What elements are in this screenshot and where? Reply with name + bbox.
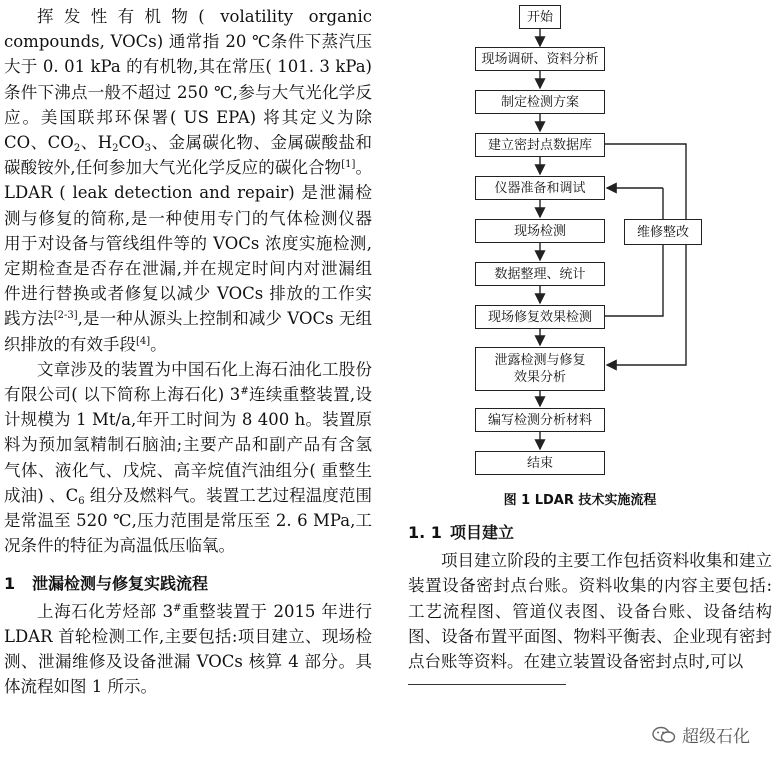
wechat-icon — [652, 726, 676, 744]
footnote-rule — [408, 684, 566, 685]
flow-step-data-stats: 数据整理、统计 — [475, 262, 605, 286]
watermark-text: 超级石化 — [682, 727, 750, 747]
citation: [4] — [136, 335, 151, 347]
right-column — [408, 520, 772, 674]
flow-step-end: 结束 — [475, 451, 605, 475]
flow-step-survey: 现场调研、资料分析 — [475, 47, 605, 71]
citation: [2-3] — [53, 310, 78, 322]
flow-step-report: 编写检测分析材料 — [475, 408, 605, 432]
flow-step-repair-check: 现场修复效果检测 — [475, 305, 605, 329]
section-heading: 1 泄漏检测与修复实践流程 — [4, 574, 209, 594]
paragraph-practice: 上海石化芳烃部 3#重整装置于 2015 年进行 LDAR 首轮检测工作,主要包括:项目建立、现场检测、泄漏维修及设备泄漏 VOCs 核算 4 部分。具体流程如图 1 所示。 — [4, 601, 372, 697]
paragraph-intro: 挥发性有机物( volatility organic compounds, VOCs) 通常指 20 ℃条件下蒸汽压大于 0. 01 kPa 的有机物,其在常压( 101. 3 kPa) 条件下沸点一般不超过 250 ℃,参与大气光化学反应。美国联邦环保署( US EPA) 将其定义为除 CO、$CO_2$、$H_2CO_3$、金属碳化物、金属碳酸盐和碳酸铵外,任何参加大气光化学反应的碳化合物[1]。LDAR ( leak detection and repair) 是泄漏检测与修复的简称,是一种使用专门的气体检测仪器用于对设备与管线组件等的 VOCs 浓度实施检测,定期检查是否存在泄漏,并在规定时间内对泄漏组件进行替换或者修复以减少 VOCs 排放的工作实践方法[2-3],是一种从源头上控制和减少 VOCs 无组织排放的有效手段[4]。 — [4, 7, 373, 354]
flow-repair-box: 维修整改 — [624, 219, 702, 245]
flow-step-instrument: 仪器准备和调试 — [475, 176, 605, 200]
flow-step-start: 开始 — [519, 5, 561, 29]
citation: [1] — [341, 159, 356, 171]
figure-caption: 图 1 LDAR 技术实施流程 — [503, 493, 657, 508]
flow-step-database: 建立密封点数据库 — [475, 133, 605, 157]
subsection-heading: 1. 1 项目建立 — [408, 523, 515, 542]
flow-step-field-test: 现场检测 — [475, 219, 605, 243]
paragraph-device: 文章涉及的装置为中国石化上海石油化工股份有限公司( 以下简称上海石化) 3#连续重整装置,设计规模为 1 Mt/a,年开工时间为 8 400 h。装置原料为预加氢精制石脑油;主要产品和副产品有含氢气体、液化气、戊烷、高辛烷值汽油组分( 重整生成油) 、$C_6$ 组分及燃料气。装置工艺过程温度范围是常温至 520 ℃,压力范围是常压至 2. 6 MPa,工况条件的特征为高温低压临氧。 — [4, 359, 372, 556]
watermark — [652, 722, 750, 747]
paragraph-project: 项目建立阶段的主要工作包括资料收集和建立装置设备密封点台账。资料收集的内容主要包括:工艺流程图、管道仪表图、设备台账、设备结构图、设备布置平面图、物料平衡表、企业现有密封点台账等资料。在建立装置设备密封点时,可以 — [408, 551, 772, 672]
flow-step-plan: 制定检测方案 — [475, 90, 605, 114]
flow-step-ldar-analysis: 泄露检测与修复 效果分析 — [475, 347, 605, 391]
